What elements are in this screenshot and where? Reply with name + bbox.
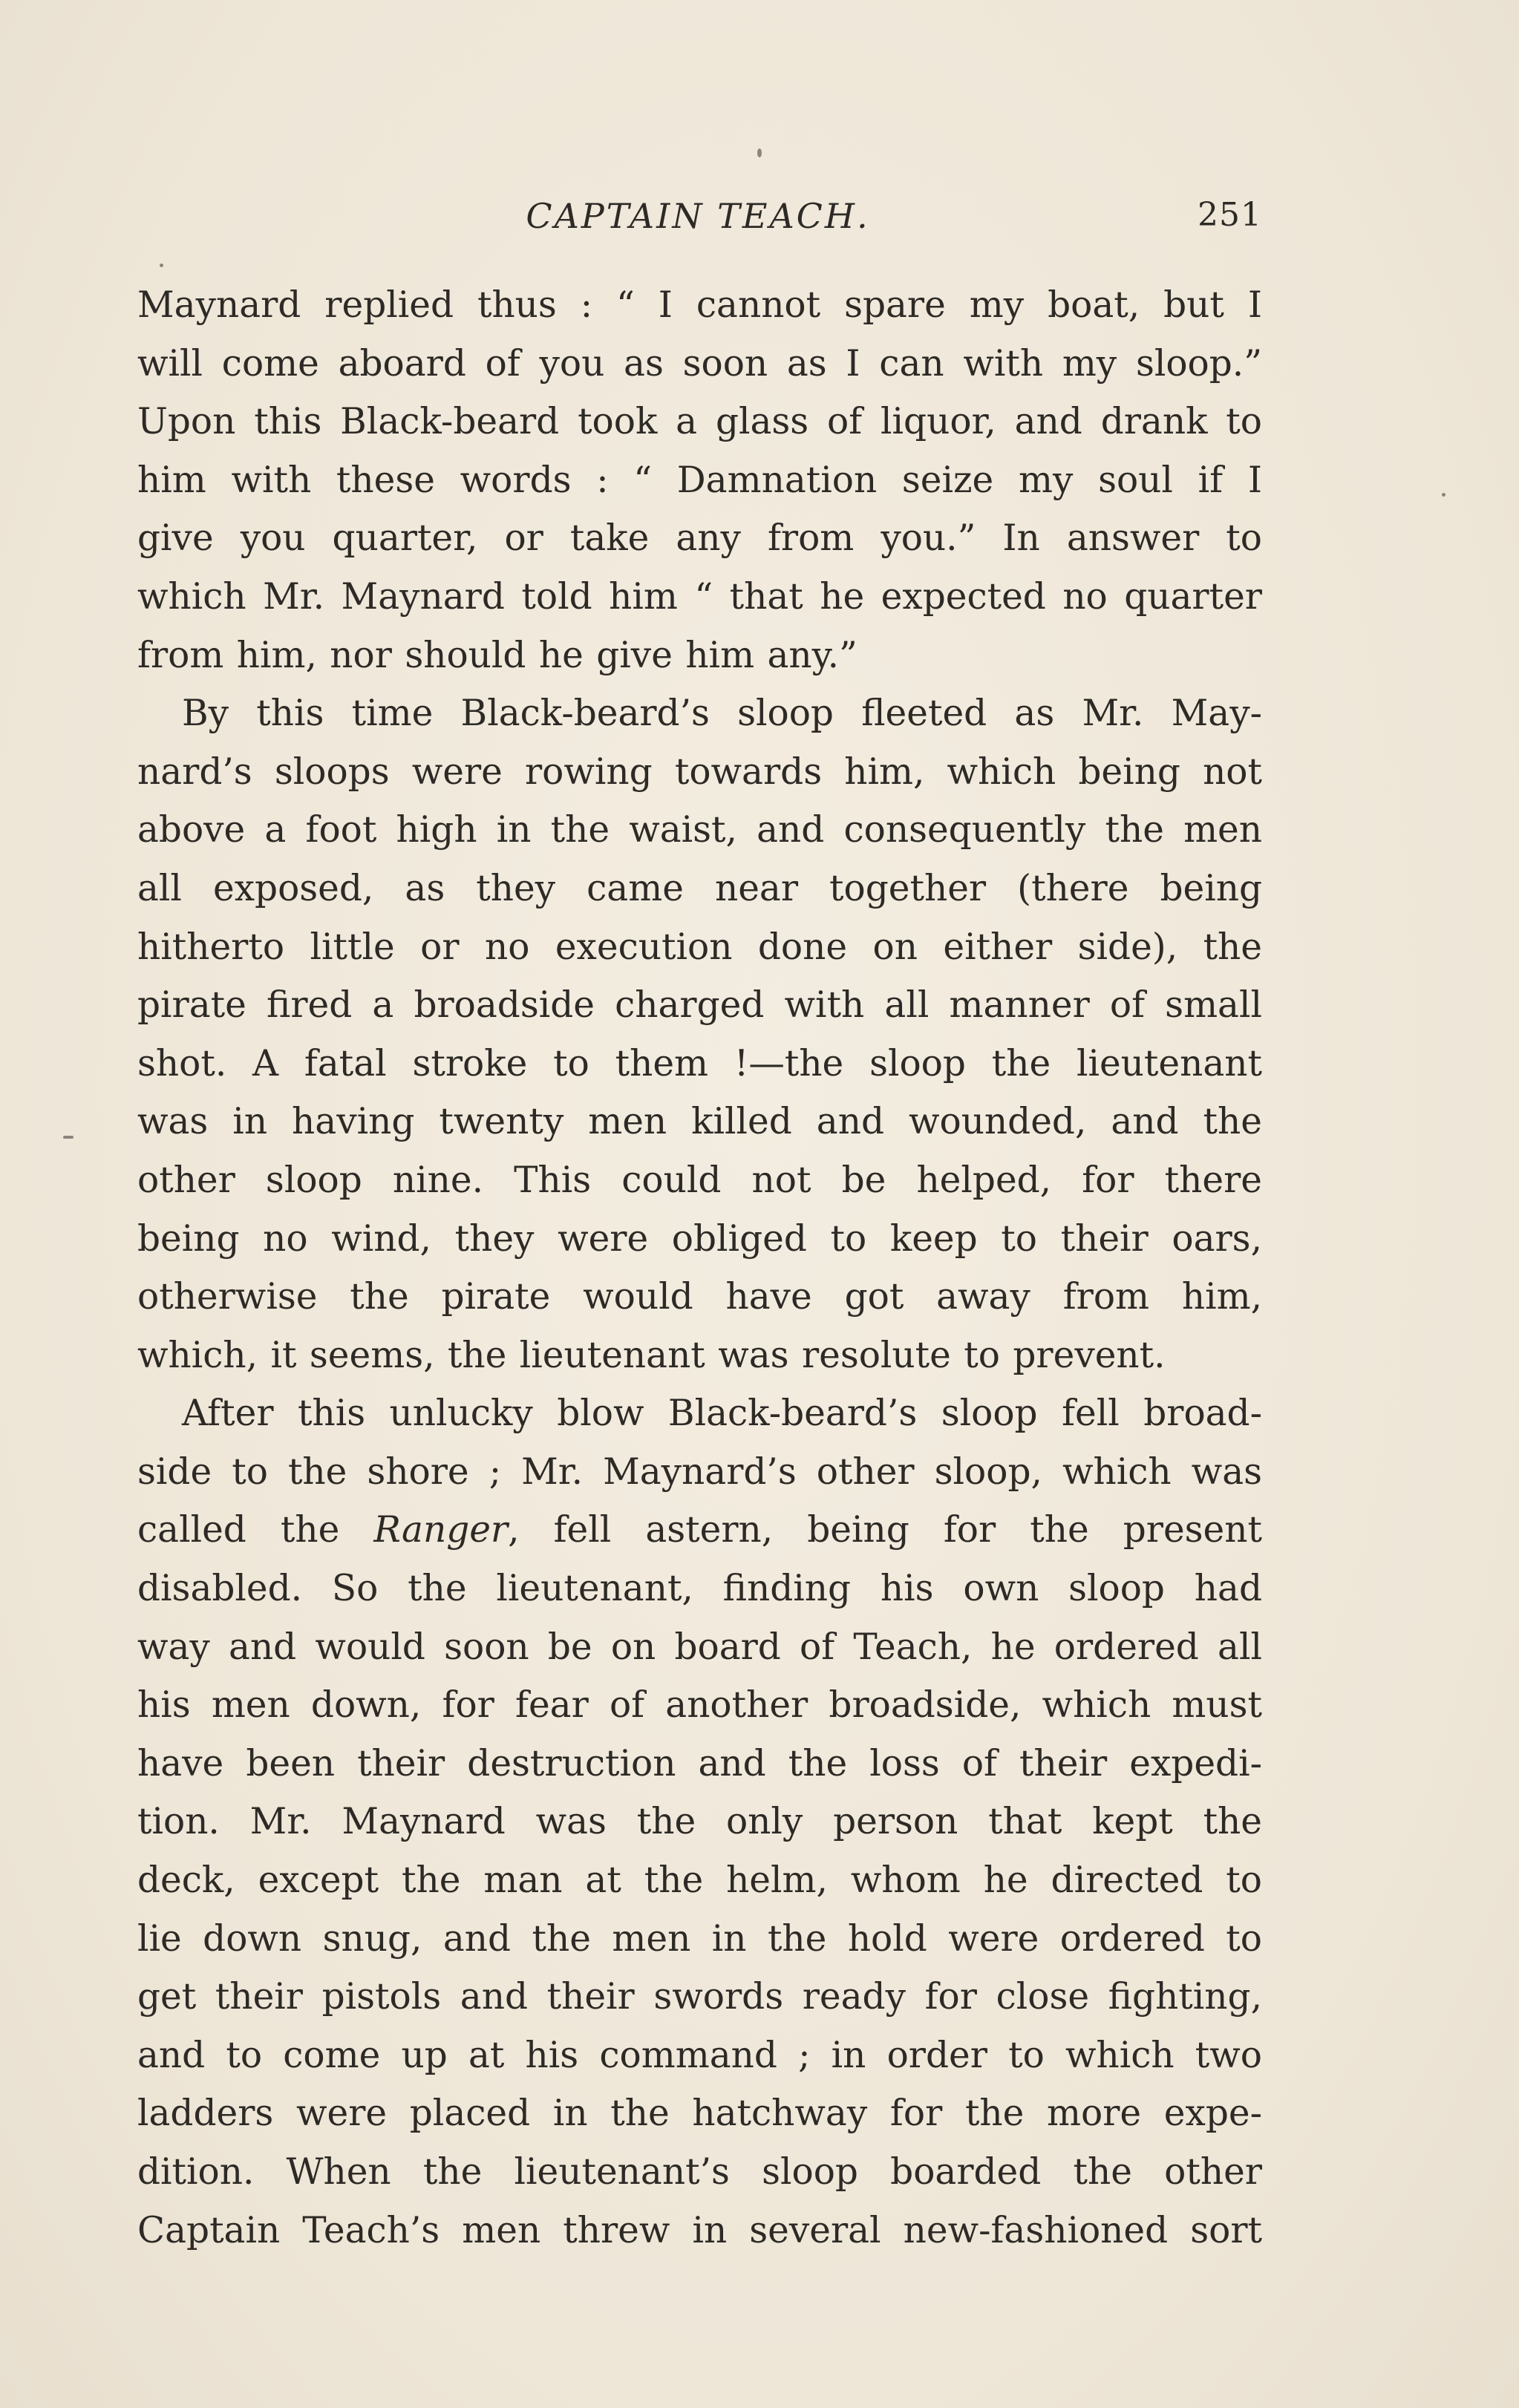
body-text (137, 276, 1262, 2260)
paper-speck (1442, 493, 1446, 497)
running-head: CAPTAIN TEACH. (526, 196, 870, 236)
text-line: deck, except the man at the helm, whom he directed to (137, 1859, 1262, 1902)
text-line: disabled. So the lieutenant, finding his own sloop had (137, 1568, 1262, 1610)
ship-name: Ranger (373, 1509, 509, 1551)
text-line: side to the shore ; Mr. Maynard’s other sloop, which was (137, 1450, 1262, 1493)
text-line: his men down, for fear of another broadside, which must (137, 1684, 1262, 1727)
page-number: 251 (1198, 196, 1262, 234)
text-line: dition. When the lieutenant’s sloop boarded the other (137, 2151, 1262, 2193)
text-line: him with these words : “ Damnation seize my soul if I (137, 459, 1262, 501)
text-line: and to come up at his command ; in order to which two (137, 2034, 1262, 2076)
text-line: have been their destruction and the loss of their expedi- (137, 1742, 1262, 1784)
text-line: all exposed, as they came near together (there being (137, 867, 1262, 909)
page-header (134, 192, 1262, 243)
text-line: give you quarter, or take any from you.” In answer to (137, 517, 1262, 560)
text-line: called the Ranger, fell astern, being for the present (137, 1509, 1262, 1551)
text-line: which, it seems, the lieutenant was resolute to prevent. (137, 1334, 1166, 1376)
text-line: shot. A fatal stroke to them !—the sloop the lieutenant (137, 1042, 1262, 1084)
text-line: Captain Teach’s men threw in several new-fashioned sort (137, 2209, 1262, 2251)
text-line: pirate fired a broadside charged with all manner of small (137, 984, 1262, 1027)
text-line: After this unlucky blow Black-beard’s sloop fell broad- (182, 1393, 1262, 1435)
text-line: way and would soon be on board of Teach, he ordered all (137, 1626, 1262, 1668)
text-line: Maynard replied thus : “ I cannot spare my boat, but I (137, 284, 1262, 326)
text-line: By this time Black-beard’s sloop fleeted as Mr. May- (182, 693, 1262, 735)
text-line: nard’s sloops were rowing towards him, which being not (137, 750, 1262, 793)
paper-speck (63, 1136, 74, 1139)
text-line: from him, nor should he give him any.” (137, 634, 858, 676)
text-line: being no wind, they were obliged to keep to their oars, (137, 1217, 1262, 1260)
text-line: which Mr. Maynard told him “ that he expected no quarter (137, 575, 1262, 618)
paper-speck (160, 264, 163, 267)
text-line: tion. Mr. Maynard was the only person that kept the (137, 1801, 1262, 1843)
text-line: get their pistols and their swords ready for close fighting, (137, 1976, 1262, 2018)
text-line: was in having twenty men killed and wounded, and the (137, 1101, 1262, 1143)
text-line: lie down snug, and the men in the hold were ordered to (137, 1917, 1262, 1960)
text-line: ladders were placed in the hatchway for the more expe- (137, 2093, 1262, 2135)
text-line: Upon this Black-beard took a glass of liquor, and drank to (137, 401, 1262, 443)
text-line: other sloop nine. This could not be helped, for there (137, 1159, 1262, 1201)
text-line: above a foot high in the waist, and consequently the men (137, 809, 1262, 851)
text-line: hitherto little or no execution done on either side), the (137, 926, 1262, 968)
text-line: otherwise the pirate would have got away from him, (137, 1276, 1262, 1318)
text-line: will come aboard of you as soon as I can with my sloop.” (137, 342, 1262, 385)
paper-speck (757, 148, 762, 157)
